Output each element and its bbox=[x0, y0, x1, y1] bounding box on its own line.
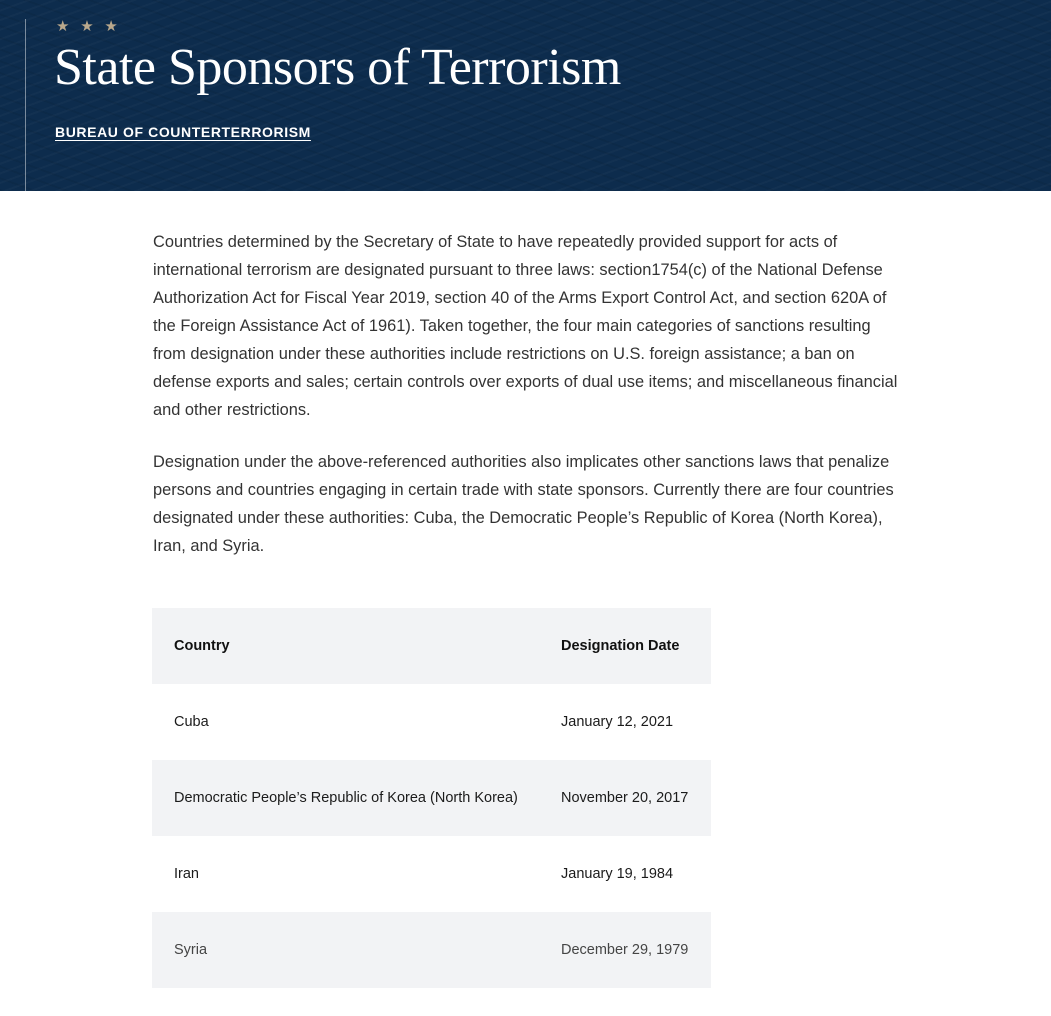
intro-paragraph: Countries determined by the Secretary of State to have repeatedly provided support for acts of international terrorism are designated pursuant to three laws: section1754(c) of the National Defense Authorization Act for Fiscal Year 2019, section 40 of the Arms Export Control Act, and section 620A of the Foreign Assistance Act of 1961). Taken together, the four main categories of sanctions resulting from designation under these authorities include restrictions on U.S. foreign assistance; a ban on defense exports and sales; certain controls over exports of dual use items; and miscellaneous financial and other restrictions. bbox=[153, 233, 898, 419]
date-cell: January 12, 2021 bbox=[561, 714, 674, 730]
bureau-link[interactable]: BUREAU OF COUNTERTERRORISM bbox=[55, 124, 311, 140]
stars-icon: ★ ★ ★ bbox=[56, 17, 121, 35]
date-cell: January 19, 1984 bbox=[561, 866, 674, 882]
country-cell: Cuba bbox=[174, 714, 209, 730]
country-cell: Syria bbox=[174, 942, 208, 958]
date-cell: December 29, 1979 bbox=[561, 942, 689, 958]
date-cell: November 20, 2017 bbox=[561, 790, 689, 806]
column-header-country: Country bbox=[174, 638, 230, 654]
column-header-date: Designation Date bbox=[561, 638, 680, 654]
table-header-row bbox=[152, 608, 711, 684]
country-cell: Democratic People’s Republic of Korea (North Korea) bbox=[174, 790, 518, 806]
table-row bbox=[152, 836, 711, 912]
table-row bbox=[152, 760, 711, 836]
country-cell: Iran bbox=[174, 866, 199, 882]
designation-paragraph: Designation under the above-referenced authorities also implicates other sanctions laws that penalize persons and countries engaging in certain trade with state sponsors. Currently there are four countries designated under these authorities: Cuba, the Democratic People’s Republic of Korea (North Korea), Iran, and Syria. bbox=[153, 453, 894, 555]
page-hero bbox=[0, 0, 1051, 191]
sponsors-table-container bbox=[152, 608, 711, 988]
page-title: State Sponsors of Terrorism bbox=[54, 39, 621, 96]
main-content bbox=[153, 228, 905, 584]
hero-divider bbox=[25, 19, 26, 191]
table-row bbox=[152, 684, 711, 760]
sponsors-table bbox=[152, 608, 711, 988]
table-row bbox=[152, 912, 711, 988]
